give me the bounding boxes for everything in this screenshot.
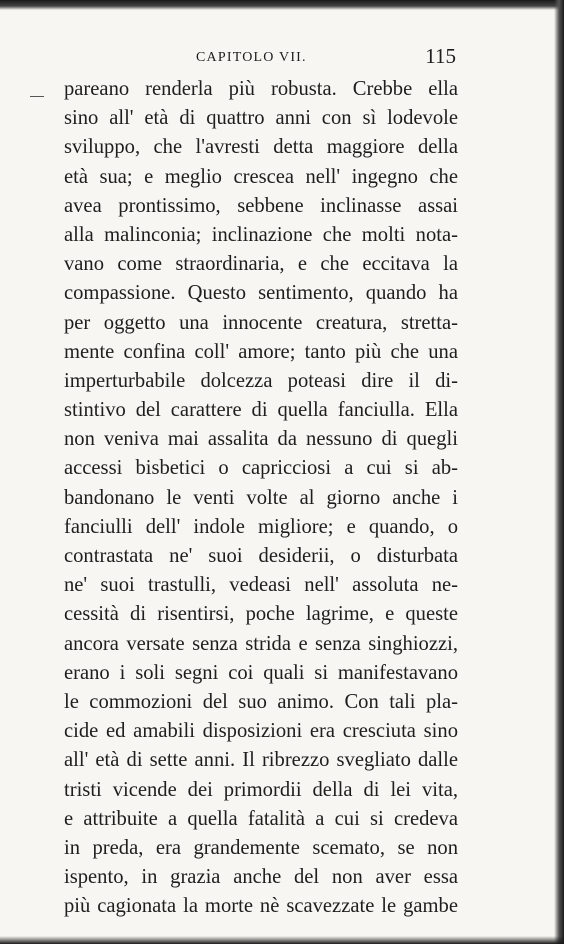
text-line: sino all' età di quattro anni con sì lodevole — [64, 107, 458, 130]
text-line: in preda, era grandemente scemato, se non — [64, 836, 458, 859]
text-line: vano come straordinaria, e che eccitava la — [64, 253, 458, 276]
page-number: 115 — [425, 44, 456, 68]
text-line: ancora versate senza strida e senza singhiozzi, — [64, 632, 458, 655]
running-head: CAPITOLO VII. — [196, 50, 307, 65]
page-right-edge — [554, 0, 564, 944]
page-header — [64, 44, 458, 72]
text-line: all' età di sette anni. Il ribrezzo svegliato dalle — [64, 749, 458, 772]
text-line: non veniva mai assalita da nessuno di quegli — [64, 428, 458, 451]
text-line: le commozioni del suo animo. Con tali pla- — [64, 690, 458, 713]
text-line: cessità di risentirsi, poche lagrime, e queste — [64, 603, 458, 626]
text-line: ne' suoi trastulli, vedeasi nell' assoluta ne- — [64, 574, 458, 597]
page-top-edge — [0, 0, 564, 10]
text-line: erano i soli segni coi quali si manifestavano — [64, 661, 458, 684]
text-line: cide ed amabili disposizioni era cresciuta sino — [64, 720, 458, 743]
body-text — [64, 75, 458, 921]
text-line: stintivo del carattere di quella fanciulla. Ella — [64, 399, 458, 422]
text-line: tristi vicende dei primordii della di lei vita, — [64, 778, 458, 801]
text-line: imperturbabile dolcezza poteasi dire il di- — [64, 369, 458, 392]
margin-mark — [30, 96, 44, 97]
text-line: mente confina coll' amore; tanto più che una — [64, 340, 458, 363]
text-line: per oggetto una innocente creatura, stretta- — [64, 311, 458, 334]
text-line: alla malinconia; inclinazione che molti nota- — [64, 223, 458, 246]
text-line: compassione. Questo sentimento, quando ha — [64, 282, 458, 305]
text-line: ispento, in grazia anche del non aver essa — [64, 866, 458, 889]
text-line: accessi bisbetici o capricciosi a cui si ab- — [64, 457, 458, 480]
text-line: e attribuite a quella fatalità a cui si credeva — [64, 807, 458, 830]
text-line: più cagionata la morte nè scavezzate le gambe — [64, 895, 458, 918]
text-line: contrastata ne' suoi desiderii, o disturbata — [64, 545, 458, 567]
page-bottom-edge — [0, 936, 564, 944]
text-line: bandonano le venti volte al giorno anche i — [64, 486, 458, 509]
text-line: avea prontissimo, sebbene inclinasse assai — [64, 194, 458, 217]
text-line: pareano renderla più robusta. Crebbe ella — [64, 78, 458, 100]
text-line: fanciulli dell' indole migliore; e quando, o — [64, 515, 458, 538]
text-line: sviluppo, che l'avresti detta maggiore della — [64, 136, 458, 159]
text-line: età sua; e meglio crescea nell' ingegno che — [64, 165, 458, 188]
